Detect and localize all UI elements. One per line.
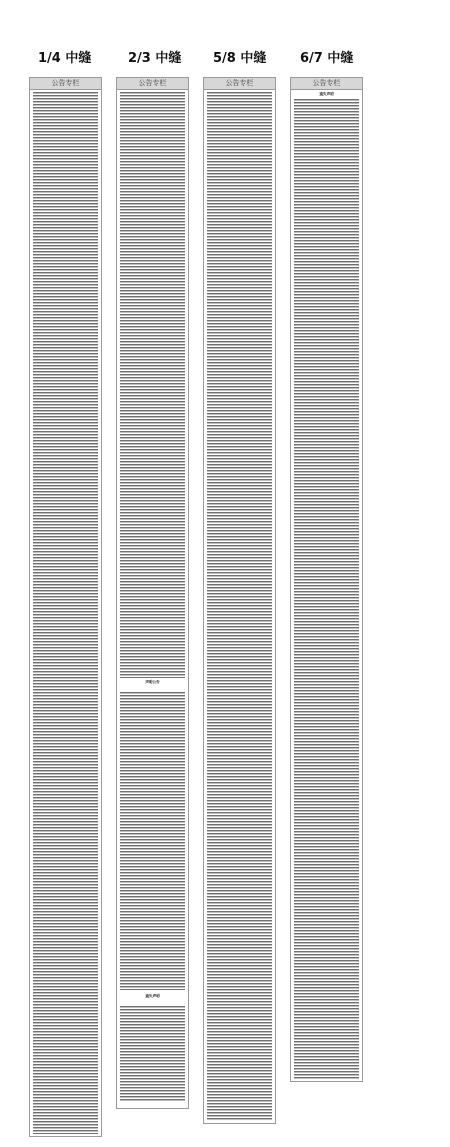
dense-text-block xyxy=(120,692,185,990)
column-title-6-7: 6/7 中缝 xyxy=(300,51,354,66)
dense-text-block xyxy=(120,92,185,688)
dense-text-block xyxy=(294,99,359,1079)
column-header: 公告专栏 xyxy=(117,78,188,90)
column-header: 公告专栏 xyxy=(30,78,101,90)
column-header: 公告专栏 xyxy=(204,78,275,90)
column-body xyxy=(30,90,101,1136)
section-gap xyxy=(294,90,359,98)
column-title-2-3: 2/3 中缝 xyxy=(128,51,182,66)
notice-column-5-8 xyxy=(203,77,276,1124)
notice-column-2-3 xyxy=(116,77,189,1109)
section-gap xyxy=(120,678,185,692)
notice-column-1-4 xyxy=(29,77,102,1137)
dense-text-block xyxy=(120,1006,185,1102)
column-body xyxy=(291,90,362,1081)
column-title-1-4: 1/4 中缝 xyxy=(38,51,92,66)
section-title: 遗失声明 xyxy=(319,92,334,96)
section-title: 遗失声明 xyxy=(145,994,160,998)
notice-column-6-7 xyxy=(290,77,363,1082)
column-body xyxy=(204,90,275,1123)
section-gap xyxy=(120,992,185,1006)
column-title-5-8: 5/8 中缝 xyxy=(213,51,267,66)
section-title: 声明公告 xyxy=(145,680,160,684)
column-header: 公告专栏 xyxy=(291,78,362,90)
column-body xyxy=(117,90,188,1108)
dense-text-block xyxy=(33,92,98,1134)
dense-text-block xyxy=(207,92,272,1121)
